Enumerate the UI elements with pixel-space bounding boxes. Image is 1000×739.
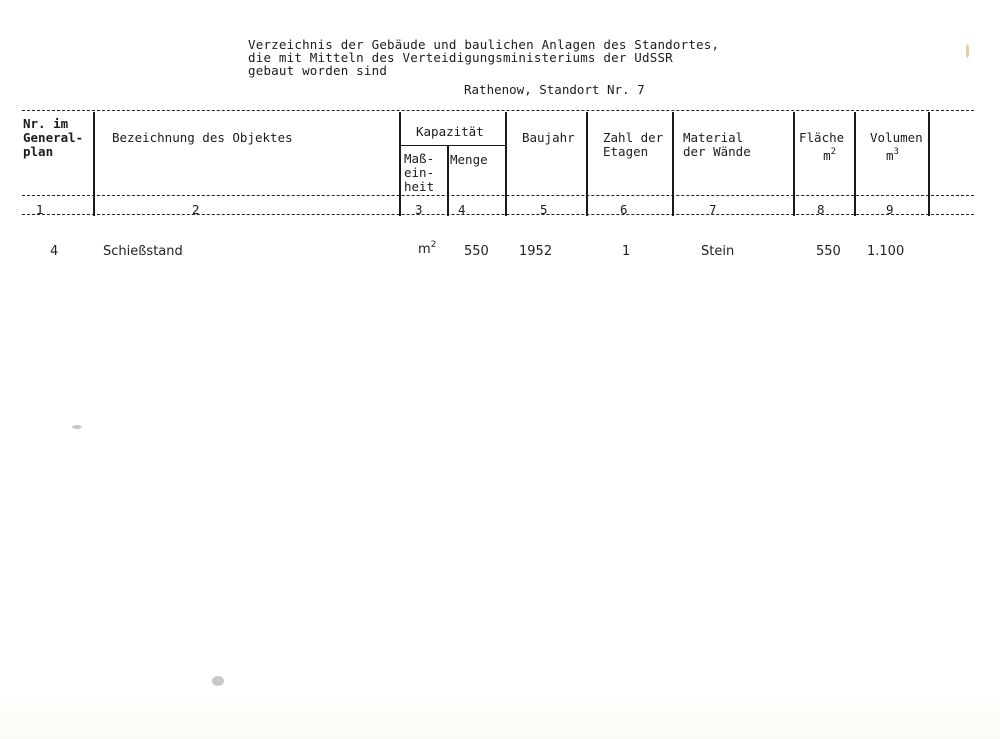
column-number-8: 8	[817, 202, 825, 217]
col-rule-7	[793, 112, 795, 216]
title-line-2: die mit Mitteln des Verteidigungsministeriums der UdSSR	[248, 50, 673, 65]
scan-speck	[72, 425, 82, 429]
cell-bezeichnung: Schießstand	[103, 244, 183, 259]
scan-speck	[212, 676, 224, 686]
col-rule-1	[93, 112, 95, 216]
column-number-9: 9	[886, 202, 894, 217]
cell-material: Stein	[701, 244, 735, 259]
column-number-5: 5	[540, 202, 548, 217]
title-line-3: gebaut worden sind	[248, 63, 388, 78]
col-rule-6	[672, 112, 674, 216]
col-rule-4	[505, 112, 507, 216]
title-line-1: Verzeichnis der Gebäude und baulichen Anlagen des Standortes,	[248, 37, 720, 52]
header-etagen: Zahl der Etagen	[603, 130, 664, 159]
cell-baujahr: 1952	[519, 244, 553, 259]
col-rule-5	[586, 112, 588, 216]
col-rule-8	[854, 112, 856, 216]
cell-nr: 4	[50, 244, 59, 259]
header-menge: Menge	[450, 152, 488, 167]
header-bezeichnung: Bezeichnung des Objektes	[112, 130, 293, 145]
column-numbers-bottom-rule	[22, 214, 974, 215]
header-kapazitaet: Kapazität	[416, 124, 484, 139]
table-top-rule	[22, 110, 974, 111]
cell-einheit: $m^2$	[418, 240, 437, 257]
column-number-6: 6	[620, 202, 628, 217]
column-number-2: 2	[192, 202, 200, 217]
header-flaeche: Fläche $m^2$	[799, 130, 845, 163]
column-number-4: 4	[458, 202, 466, 217]
col-rule-2	[399, 112, 401, 216]
col-rule-9	[928, 112, 930, 216]
header-volumen: Volumen $m^3$	[870, 130, 923, 163]
scan-speck	[966, 44, 969, 58]
cell-flaeche: 550	[816, 244, 841, 259]
header-bottom-rule	[22, 195, 974, 196]
document-title	[248, 38, 719, 77]
cell-etagen: 1	[622, 244, 631, 259]
header-masseinheit: Maß- ein- heit	[404, 151, 435, 194]
header-nr: Nr. im General- plan	[23, 116, 84, 159]
location-subtitle: Rathenow, Standort Nr. 7	[464, 82, 645, 97]
header-material: Material der Wände	[683, 130, 751, 159]
cell-volumen: 1.100	[867, 244, 905, 259]
col-rule-3	[447, 146, 449, 216]
column-number-7: 7	[709, 202, 717, 217]
cell-menge: 550	[464, 244, 489, 259]
column-number-3: 3	[415, 202, 423, 217]
header-baujahr: Baujahr	[522, 130, 575, 145]
kapazitaet-divider	[401, 145, 505, 146]
column-number-1: 1	[36, 202, 44, 217]
